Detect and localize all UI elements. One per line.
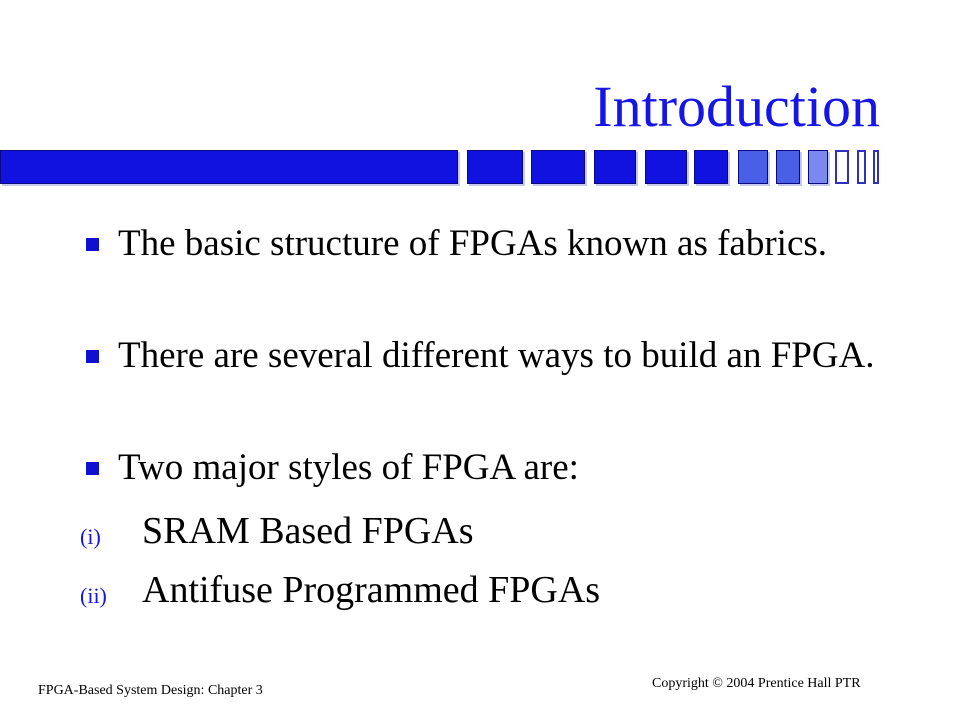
sub-item-marker: (ii): [80, 583, 107, 608]
bullet-text: There are several different ways to build an FPGA.: [118, 335, 875, 376]
sub-item-marker: (i): [80, 524, 101, 549]
slide-title: Introduction: [593, 74, 880, 139]
sub-item-text: Antifuse Programmed FPGAs: [142, 569, 601, 611]
copyright-icon: ©: [712, 676, 723, 691]
bullet-square-icon: [86, 238, 99, 251]
sub-item-text: SRAM Based FPGAs: [142, 510, 474, 552]
bullet-text: The basic structure of FPGAs known as fabrics.: [118, 223, 828, 264]
copyright-label: Copyright: [652, 676, 709, 691]
bullet-square-icon: [86, 350, 99, 363]
copyright-text: 2004 Prentice Hall PTR: [726, 676, 861, 691]
bullet-text: Two major styles of FPGA are:: [118, 447, 579, 488]
footer-chapter: FPGA-Based System Design: Chapter 3: [38, 683, 263, 698]
bullet-square-icon: [86, 462, 99, 475]
footer-copyright: [652, 676, 861, 692]
